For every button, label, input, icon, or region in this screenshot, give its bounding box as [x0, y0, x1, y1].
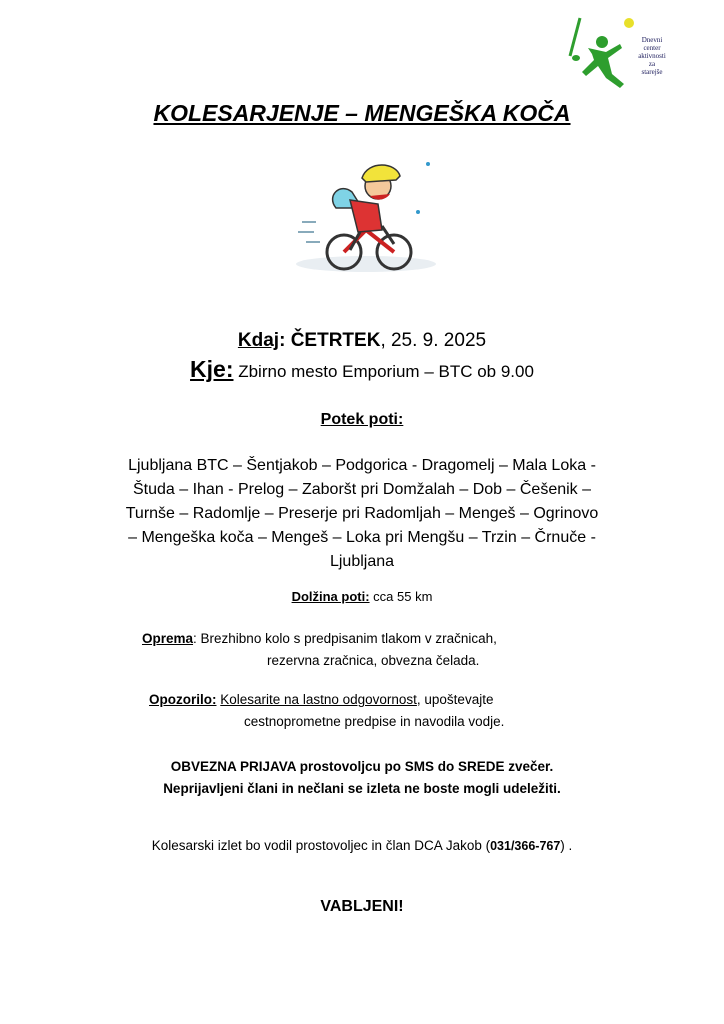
closing-text: VABLJENI! — [320, 898, 404, 915]
logo-line: Dnevni — [641, 36, 663, 44]
registration-line1: OBVEZNA PRIJAVA prostovoljcu po SMS do SREDE zvečer. — [170, 759, 554, 774]
leader-phone: 031/366-767 — [490, 839, 561, 853]
leader-text: Kolesarski izlet bo vodil prostovoljec in član DCA Jakob ( — [151, 838, 491, 853]
logo-line: starejše — [641, 68, 663, 76]
warning-line1-rest: , upoštevajte — [416, 692, 494, 707]
sports-figure-icon — [562, 14, 642, 92]
leader-end: ) . — [560, 838, 573, 853]
equipment-label: Oprema — [142, 631, 194, 646]
cyclist-illustration — [286, 152, 436, 282]
where-text: Zbirno mesto Emporium – BTC ob 9.00 — [233, 362, 534, 381]
length-value: cca 55 km — [369, 589, 433, 604]
when-line: Kdaj: ČETRTEK, 25. 9. 2025 — [237, 330, 487, 351]
cyclist-icon — [286, 152, 436, 282]
length-label: Dolžina poti: — [291, 589, 370, 604]
route-line: – Mengeška koča – Mengeš – Loka pri Mengšu – Trzin – Črnuče - — [128, 529, 596, 546]
when-label: Kdaj — [237, 330, 280, 351]
logo-line: center — [643, 44, 661, 52]
equipment-note — [142, 628, 497, 672]
logo-line: za — [648, 60, 656, 68]
route-line: Turnše – Radomlje – Preserje pri Radomljah – Mengeš – Ogrinovo — [125, 505, 599, 522]
route-length — [0, 589, 724, 604]
leader-note — [0, 838, 724, 853]
route-line: Študa – Ihan - Prelog – Zaboršt pri Domžalah – Dob – Češenik – — [132, 481, 592, 498]
page-title: KOLESARJENJE – MENGEŠKA KOČA — [153, 100, 571, 126]
route-line: Ljubljana — [329, 553, 395, 570]
warning-note — [149, 689, 504, 733]
logo-text — [634, 36, 670, 76]
warning-underlined: Kolesarite na lastno odgovornost — [220, 692, 417, 707]
when-day: ČETRTEK — [290, 330, 381, 351]
registration-line2: Neprijavljeni člani in nečlani se izleta ne boste mogli udeležiti. — [163, 781, 561, 796]
when-date: , 25. 9. 2025 — [380, 330, 487, 351]
warning-label: Opozorilo: — [149, 692, 217, 707]
warning-line2: cestnoprometne predpise in navodila vodje. — [244, 714, 505, 729]
logo-line: aktivnosti — [638, 52, 666, 60]
registration-note — [0, 756, 724, 800]
route-description — [70, 454, 654, 574]
where-label: Kje: — [190, 356, 234, 382]
where-line — [0, 356, 724, 383]
equipment-line1: : Brezhibno kolo s predpisanim tlakom v zračnicah, — [193, 631, 497, 646]
route-heading: Potek poti: — [320, 411, 404, 428]
route-line: Ljubljana BTC – Šentjakob – Podgorica - Dragomelj – Mala Loka - — [128, 457, 596, 474]
equipment-line2: rezervna zračnica, obvezna čelada. — [267, 653, 480, 668]
logo-dca — [562, 14, 672, 92]
